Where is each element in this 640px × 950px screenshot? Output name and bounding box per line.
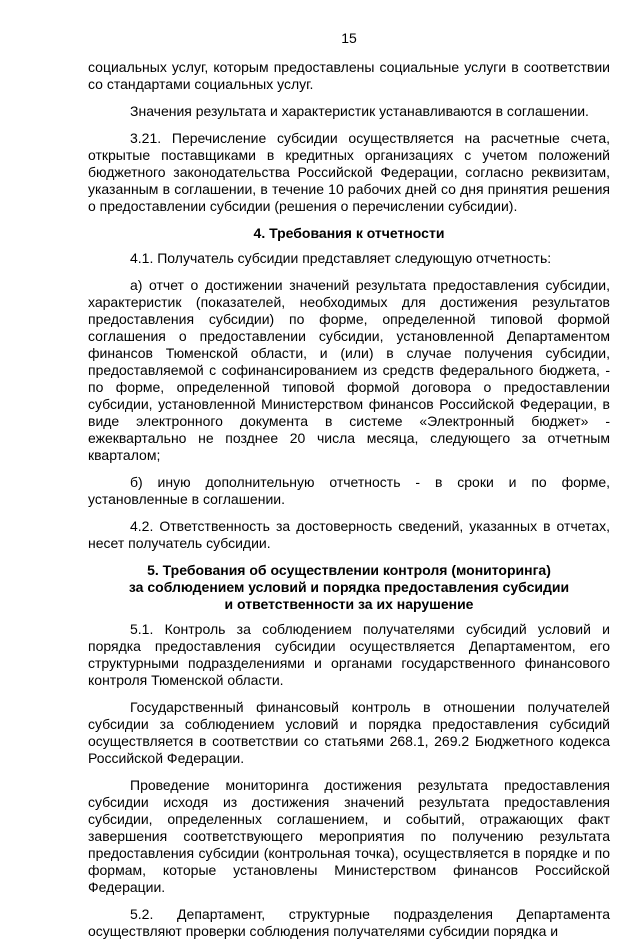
- paragraph-4-1: 4.1. Получатель субсидии представляет следующую отчетность:: [130, 250, 552, 266]
- section-5-heading-line-3: и ответственности за их нарушение: [224, 596, 474, 612]
- document-page: [88, 30, 610, 950]
- section-5-heading-line-1: 5. Требования об осуществлении контроля (мониторинга): [147, 562, 551, 578]
- paragraph-3-21: 3.21. Перечисление субсидии осуществляется на расчетные счета, открытые поставщиками в кредитных организациях с учетом положений бюджетного законодательства Российской Федерации, согласно реквизитам, указанным в соглашении, в течение 10 рабочих дней со дня принятия решения о предоставлении субсидии (решения о перечислении субсидии).: [88, 130, 610, 214]
- paragraph-result-values: Значения результата и характеристик устанавливаются в соглашении.: [130, 103, 589, 119]
- paragraph-5-2: 5.2. Департамент, структурные подразделения Департамента осуществляют проверки соблюдения получателями субсидии порядка и: [88, 906, 610, 939]
- paragraph-financial-control: Государственный финансовый контроль в отношении получателей субсидии за соблюдением условий и порядка предоставления субсидий осуществляется в соответствии со статьями 268.1, 269.2 Бюджетного кодекса Российской Федерации.: [88, 699, 610, 766]
- section-4-heading: 4. Требования к отчетности: [253, 225, 445, 241]
- paragraph-5-1: 5.1. Контроль за соблюдением получателями субсидий условий и порядка предоставления субсидии осуществляется Департаментом, его структурными подразделениями и органами государственного финансового контроля Тюменской области.: [88, 621, 610, 688]
- paragraph-monitoring: Проведение мониторинга достижения результата предоставления субсидии исходя из достижения значений результата предоставления субсидии, определенных соглашением, и событий, отражающих факт завершения соответствующего мероприятия по получению результата предоставления субсидии (контрольная точка), осуществляется в порядке и по формам, которые установлены Министерством финансов Российской Федерации.: [88, 777, 610, 895]
- page-number: 15: [341, 30, 357, 46]
- paragraph-social-services: социальных услуг, которым предоставлены социальные услуги в соответствии со стандартами социальных услуг.: [88, 59, 610, 92]
- paragraph-4-1-b: б) иную дополнительную отчетность - в сроки и по форме, установленные в соглашении.: [88, 474, 610, 507]
- paragraph-4-2: 4.2. Ответственность за достоверность сведений, указанных в отчетах, несет получатель субсидии.: [88, 518, 610, 551]
- section-5-heading: [88, 562, 610, 613]
- paragraph-4-1-a: а) отчет о достижении значений результата предоставления субсидии, характеристик (показателей, необходимых для достижения результатов предоставления субсидии) по форме, определенной типовой формой соглашения о предоставлении субсидии, установленной Департаментом финансов Тюменской области, и (или) в случае получения субсидии, предоставляемой с софинансированием из средств федерального бюджета, - по форме, определенной типовой формой договора о предоставлении субсидии, установленной Министерством финансов Российской Федерации, в виде электронного документа в системе «Электронный бюджет» - ежеквартально не позднее 20 числа месяца, следующего за отчетным кварталом;: [88, 277, 610, 463]
- section-5-heading-line-2: за соблюдением условий и порядка предоставления субсидии: [128, 579, 570, 595]
